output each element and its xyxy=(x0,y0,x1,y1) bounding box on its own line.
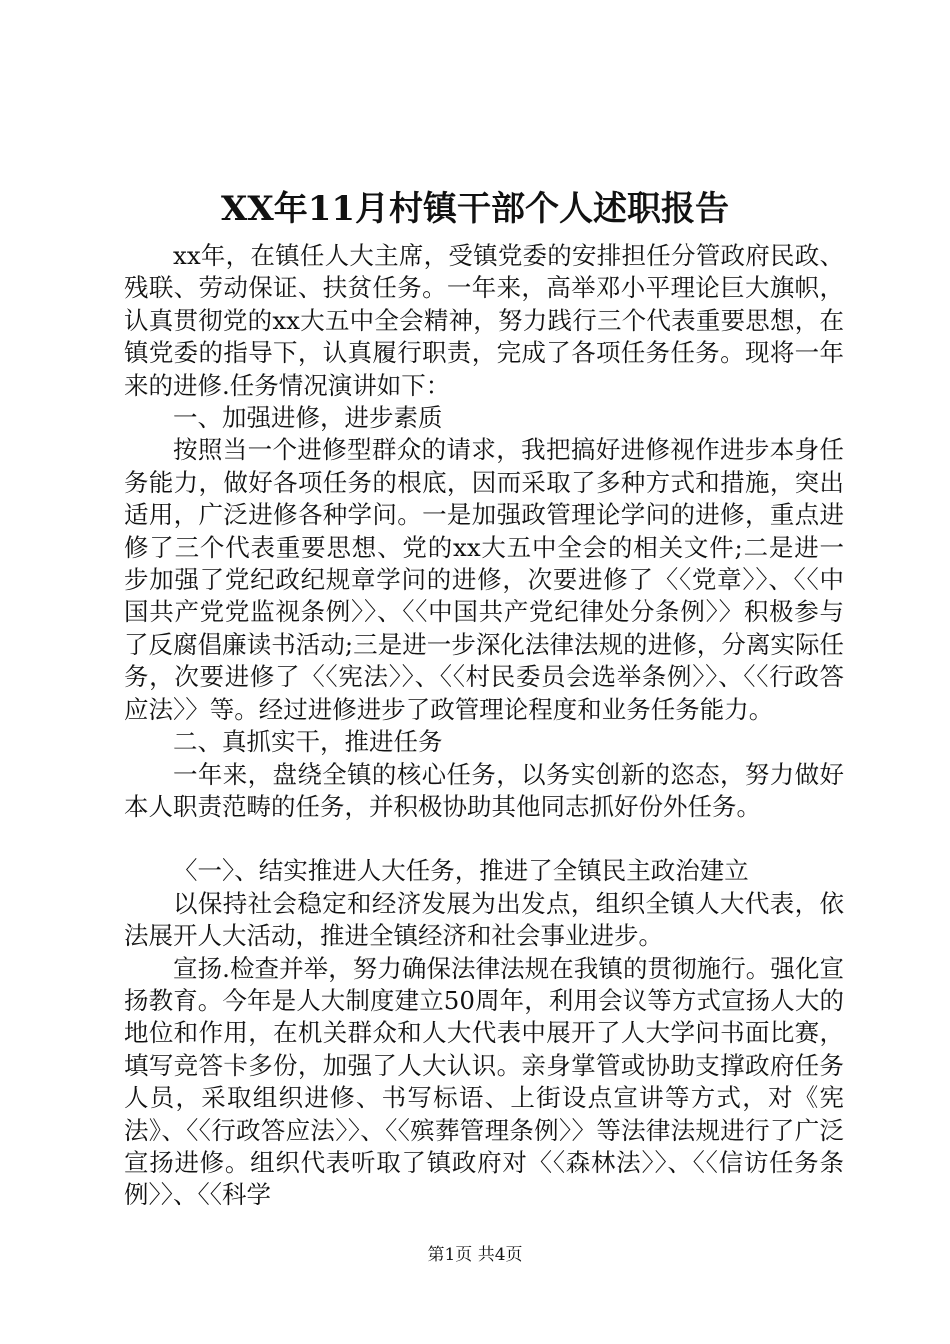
paragraph-publicity: 宣扬.检查并举，努力确保法律法规在我镇的贯彻施行。强化宣扬教育。今年是人大制度建立50周年，利用会议等方式宣扬人大的地位和作用，在机关群众和人大代表中展开了人大学问书面比赛，填写竞答卡多份，加强了人大认识。亲身掌管或协助支撑政府任务人员，采取组织进修、书写标语、上街设点宣讲等方式，对《宪法》、〈〈行政答应法〉〉、〈〈殡葬管理条例〉〉等法律法规进行了广泛宣扬进修。组织代表听取了镇政府对〈〈森林法〉〉、〈〈信访任务条例〉〉、〈〈科学 xyxy=(124,953,844,1210)
paragraph-intro: xx年，在镇任人大主席，受镇党委的安排担任分管政府民政、残联、劳动保证、扶贫任务。一年来，高举邓小平理论巨大旗帜，认真贯彻党的xx大五中全会精神，努力践行三个代表重要思想，在镇党委的指导下，认真履行职责，完成了各项任务任务。现将一年来的进修.任务情况演讲如下： xyxy=(124,241,844,400)
paragraph-work: 一年来，盘绕全镇的核心任务，以务实创新的恣态，努力做好本人职责范畴的任务，并积极协助其他同志抓好份外任务。 xyxy=(124,759,844,821)
document-body xyxy=(124,240,844,1212)
subsection-heading-1: 〈一〉、结实推进人大任务，推进了全镇民主政治建立 xyxy=(173,856,749,886)
page-footer: 第1页 共4页 xyxy=(427,1245,523,1265)
section-heading-2: 二、真抓实干，推进任务 xyxy=(173,727,443,757)
document-title: XX年11月村镇干部个人述职报告 xyxy=(220,189,730,229)
section-heading-1: 一、加强进修，进步素质 xyxy=(173,403,443,433)
paragraph-study: 按照当一个进修型群众的请求，我把搞好进修视作进步本身任务能力，做好各项任务的根底，因而采取了多种方式和措施，突出适用，广泛进修各种学问。一是加强政管理论学问的进修，重点进修了三个代表重要思想、党的xx大五中全会的相关文件;二是进一步加强了党纪政纪规章学问的进修，次要进修了〈〈党章〉〉、〈〈中国共产党党监视条例〉〉、〈〈中国共产党纪律处分条例〉〉积极参与了反腐倡廉读书活动;三是进一步深化法律法规的进修，分离实际任务，次要进修了〈〈宪法〉〉、〈〈村民委员会选举条例〉〉、〈〈行政答应法〉〉等。经过进修进步了政管理论程度和业务任务能力。 xyxy=(124,435,844,724)
paragraph-stability: 以保持社会稳定和经济发展为出发点，组织全镇人大代表，依法展开人大活动，推进全镇经济和社会事业进步。 xyxy=(124,888,844,951)
